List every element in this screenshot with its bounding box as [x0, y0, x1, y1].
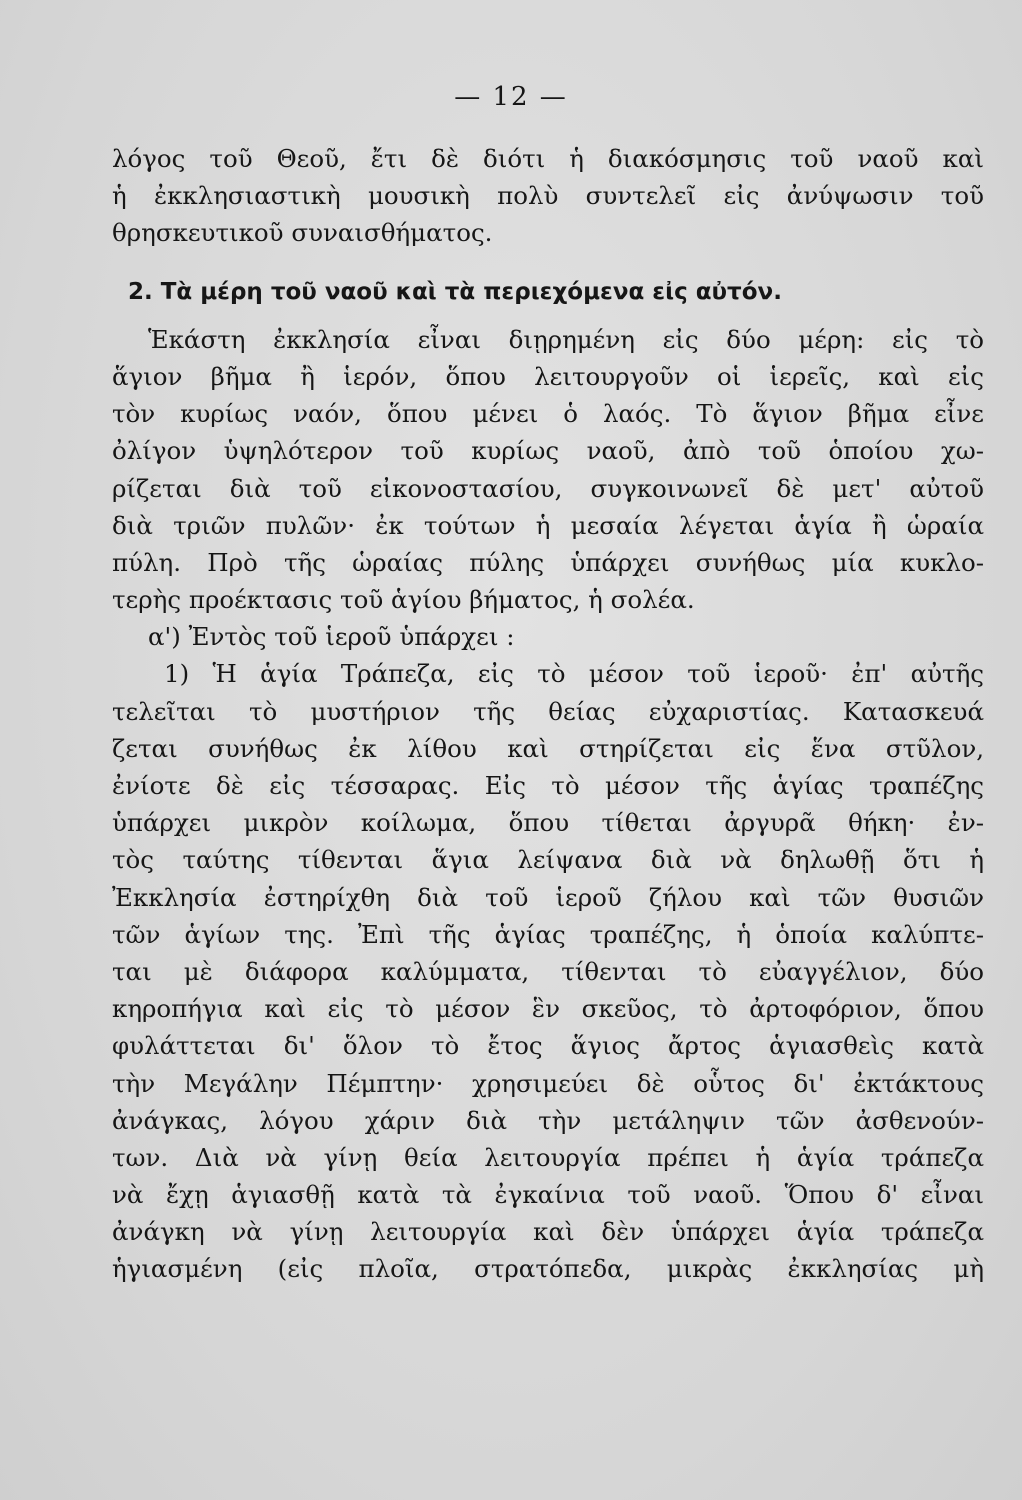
- paragraph-line: ἐνίοτε δὲ εἰς τέσσαρας. Εἰς τὸ μέσον τῆς ἁγίας τραπέζης: [112, 771, 984, 800]
- text-block: [112, 140, 984, 1288]
- paragraph-line: Ἑκάστη ἐκκλησία εἶναι διῃρημένη εἰς δύο μέρη: εἰς τὸ: [148, 324, 984, 354]
- section-heading: 2. Τὰ μέρη τοῦ ναοῦ καὶ τὰ περιεχόμενα εἰς αὐτόν.: [128, 278, 782, 305]
- paragraph-line: ρίζεται διὰ τοῦ εἰκονοστασίου, συγκοινωνεῖ δὲ μετ' αὐτοῦ: [112, 473, 984, 503]
- paragraph-line: τὴν Μεγάλην Πέμπτην· χρησιμεύει δὲ οὗτος δι' ἐκτάκτους: [112, 1068, 984, 1098]
- paragraph-line: ἡγιασμένη (εἰς πλοῖα, στρατόπεδα, μικρὰς ἐκκλησίας μὴ: [112, 1254, 984, 1284]
- paragraph-line: ἀνάγκη νὰ γίνῃ λειτουργία καὶ δὲν ὑπάρχει ἁγία τράπεζα: [112, 1217, 984, 1247]
- paragraph-line: ὑπάρχει μικρὸν κοίλωμα, ὅπου τίθεται ἀργυρᾶ θήκη· ἐν-: [112, 808, 984, 838]
- paragraph-line: κηροπήγια καὶ εἰς τὸ μέσον ἓν σκεῦος, τὸ ἀρτοφόριον, ὅπου: [112, 994, 984, 1024]
- paragraph-line: τὸς ταύτης τίθενται ἅγια λείψανα διὰ νὰ δηλωθῇ ὅτι ἡ: [112, 845, 984, 875]
- paragraph-line: τῶν ἁγίων της. Ἐπὶ τῆς ἁγίας τραπέζης, ἡ ὁποία καλύπτε-: [112, 919, 984, 949]
- paragraph-line: ται μὲ διάφορα καλύμματα, τίθενται τὸ εὐαγγέλιον, δύο: [112, 956, 984, 986]
- paragraph-line: νὰ ἔχῃ ἁγιασθῇ κατὰ τὰ ἐγκαίνια τοῦ ναοῦ. Ὅπου δ' εἶναι: [112, 1180, 984, 1210]
- paragraph-line: τερὴς προέκτασις τοῦ ἁγίου βήματος, ἡ σολέα.: [112, 585, 695, 615]
- paragraph-line: διὰ τριῶν πυλῶν· ἐκ τούτων ἡ μεσαία λέγεται ἁγία ἢ ὡραία: [112, 510, 984, 540]
- paragraph-line: ὀλίγον ὑψηλότερον τοῦ κυρίως ναοῦ, ἀπὸ τοῦ ὁποίου χω-: [112, 436, 984, 466]
- paragraph-line: 1) Ἡ ἁγία Τράπεζα, εἰς τὸ μέσον τοῦ ἱεροῦ· ἐπ' αὐτῆς: [164, 659, 984, 689]
- intro-line: θρησκευτικοῦ συναισθήματος.: [112, 218, 493, 248]
- paragraph-line: των. Διὰ νὰ γίνῃ θεία λειτουργία πρέπει ἡ ἁγία τράπεζα: [112, 1142, 984, 1172]
- page-number: — 12 —: [454, 82, 568, 112]
- paragraph-line: ἅγιον βῆμα ἢ ἱερόν, ὅπου λειτουργοῦν οἱ ἱερεῖς, καὶ εἰς: [112, 361, 984, 391]
- subsection-label: α') Ἐντὸς τοῦ ἱεροῦ ὑπάρχει :: [148, 622, 515, 652]
- paragraph-line: πύλη. Πρὸ τῆς ὡραίας πύλης ὑπάρχει συνήθως μία κυκλο-: [112, 547, 984, 577]
- paragraph-line: φυλάττεται δι' ὅλον τὸ ἔτος ἅγιος ἄρτος ἁγιασθεὶς κατὰ: [112, 1031, 984, 1061]
- intro-line: ἡ ἐκκλησιαστικὴ μουσικὴ πολὺ συντελεῖ εἰς ἀνύψωσιν τοῦ: [112, 181, 984, 211]
- paragraph-line: τὸν κυρίως ναόν, ὅπου μένει ὁ λαός. Τὸ ἅγιον βῆμα εἶνε: [112, 399, 984, 429]
- paragraph-line: ζεται συνήθως ἐκ λίθου καὶ στηρίζεται εἰς ἕνα στῦλον,: [112, 733, 984, 763]
- paragraph-line: τελεῖται τὸ μυστήριον τῆς θείας εὐχαριστίας. Κατασκευά: [112, 696, 984, 726]
- paragraph-line: ἀνάγκας, λόγου χάριν διὰ τὴν μετάληψιν τῶν ἀσθενούν-: [112, 1105, 984, 1135]
- paragraph-line: Ἐκκλησία ἐστηρίχθη διὰ τοῦ ἱεροῦ ζήλου καὶ τῶν θυσιῶν: [112, 882, 984, 912]
- intro-line: λόγος τοῦ Θεοῦ, ἔτι δὲ διότι ἡ διακόσμησις τοῦ ναοῦ καὶ: [112, 144, 984, 173]
